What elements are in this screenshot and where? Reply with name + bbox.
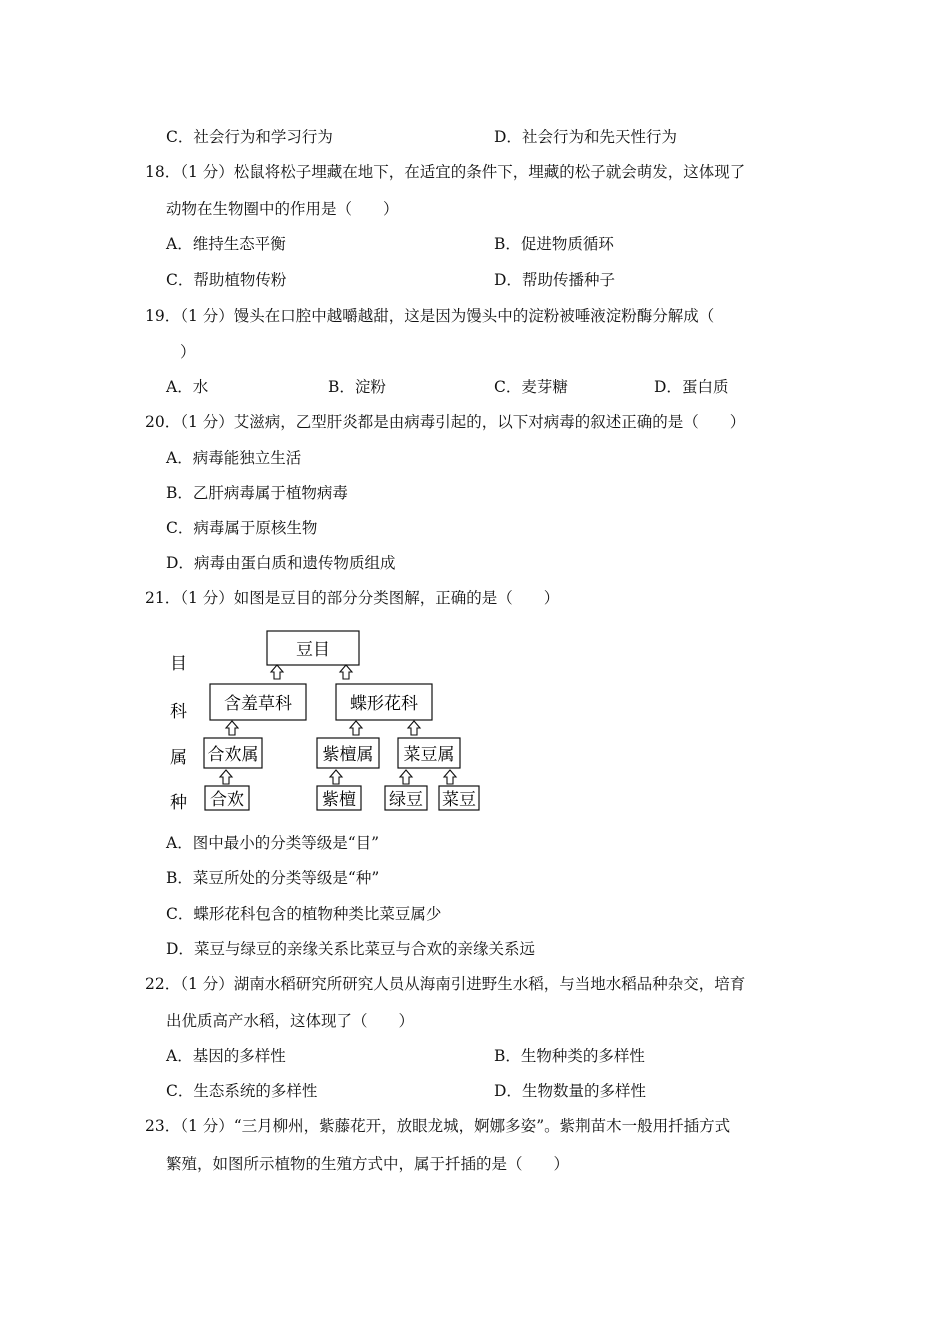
arrow-species2-to-genus2 [330, 770, 342, 784]
q17-option-d: D．社会行为和先天性行为 [494, 128, 677, 146]
q20-option-b: B．乙肝病毒属于植物病毒 [166, 484, 348, 502]
species-label-mung-bean: 绿豆 [389, 790, 423, 810]
level-label-genus: 属 [170, 748, 187, 768]
arrow-species1-to-genus1 [220, 770, 232, 784]
q22-option-d: D．生物数量的多样性 [494, 1082, 646, 1100]
genus-label-phaseolus: 菜豆属 [403, 745, 455, 765]
q18-option-d: D．帮助传播种子 [494, 271, 615, 289]
q18-stem-line1: 18．（1 分）松鼠将松子埋藏在地下，在适宜的条件下，埋藏的松子就会萌发，这体现了 [145, 163, 746, 181]
q22-option-c: C．生态系统的多样性 [166, 1082, 318, 1100]
q21-option-d: D．菜豆与绿豆的亲缘关系比菜豆与合欢的亲缘关系远 [166, 940, 535, 958]
arrow-genus3-to-family2 [408, 721, 420, 735]
q18-option-b: B．促进物质循环 [494, 235, 614, 253]
q19-stem-line2: ） [180, 343, 196, 361]
species-label-albizia-julibrissin: 合欢 [210, 790, 244, 810]
order-label: 豆目 [296, 640, 330, 660]
arrow-family1-to-order [271, 665, 283, 679]
arrow-family2-to-order [340, 665, 352, 679]
classification-diagram [160, 622, 490, 817]
q20-option-a: A．病毒能独立生活 [166, 449, 302, 467]
species-label-kidney-bean: 菜豆 [442, 790, 476, 810]
q18-stem-line2: 动物在生物圈中的作用是（ ） [166, 200, 399, 218]
level-label-species: 种 [170, 793, 187, 813]
arrow-species4-to-genus3 [444, 770, 456, 784]
species-label-pterocarpus: 紫檀 [322, 790, 356, 810]
genus-label-pterocarpus: 紫檀属 [322, 745, 374, 765]
q22-option-a: A．基因的多样性 [166, 1047, 286, 1065]
arrow-species3-to-genus3 [400, 770, 412, 784]
q18-option-a: A．维持生态平衡 [166, 235, 286, 253]
q20-option-d: D．病毒由蛋白质和遗传物质组成 [166, 554, 396, 572]
q19-option-b: B．淀粉 [328, 378, 386, 396]
arrow-genus2-to-family2 [350, 721, 362, 735]
family-label-mimosaceae: 含羞草科 [224, 694, 292, 714]
q19-option-d: D．蛋白质 [654, 378, 729, 396]
q19-option-c: C．麦芽糖 [494, 378, 568, 396]
q17-option-c: C．社会行为和学习行为 [166, 128, 333, 146]
q18-option-c: C．帮助植物传粉 [166, 271, 287, 289]
family-label-papilionaceae: 蝶形花科 [350, 694, 418, 714]
level-label-family: 科 [170, 702, 187, 722]
q21-option-c: C．蝶形花科包含的植物种类比菜豆属少 [166, 905, 442, 923]
q22-stem-line2: 出优质高产水稻，这体现了（ ） [166, 1012, 415, 1030]
q21-stem-line1: 21．（1 分）如图是豆目的部分分类图解，正确的是（ ） [145, 589, 560, 607]
q19-stem-line1: 19．（1 分）馒头在口腔中越嚼越甜，这是因为馒头中的淀粉被唾液淀粉酶分解成（ [145, 307, 715, 325]
q21-option-a: A．图中最小的分类等级是“目” [166, 834, 380, 852]
q23-stem-line1: 23．（1 分）“三月柳州，紫藤花开，放眼龙城，婀娜多姿”。紫荆苗木一般用扦插方式 [145, 1117, 731, 1135]
q22-option-b: B．生物种类的多样性 [494, 1047, 645, 1065]
q19-option-a: A．水 [166, 378, 209, 396]
arrow-genus1-to-family1 [226, 721, 238, 735]
q23-stem-line2: 繁殖，如图所示植物的生殖方式中，属于扦插的是（ ） [166, 1155, 570, 1173]
q20-stem-line1: 20．（1 分）艾滋病，乙型肝炎都是由病毒引起的，以下对病毒的叙述正确的是（ ） [145, 413, 746, 431]
level-label-order: 目 [170, 654, 187, 674]
q22-stem-line1: 22．（1 分）湖南水稻研究所研究人员从海南引进野生水稻，与当地水稻品种杂交，培育 [145, 975, 746, 993]
q20-option-c: C．病毒属于原核生物 [166, 519, 318, 537]
genus-label-albizia: 合欢属 [207, 745, 259, 765]
q21-option-b: B．菜豆所处的分类等级是“种” [166, 869, 380, 887]
